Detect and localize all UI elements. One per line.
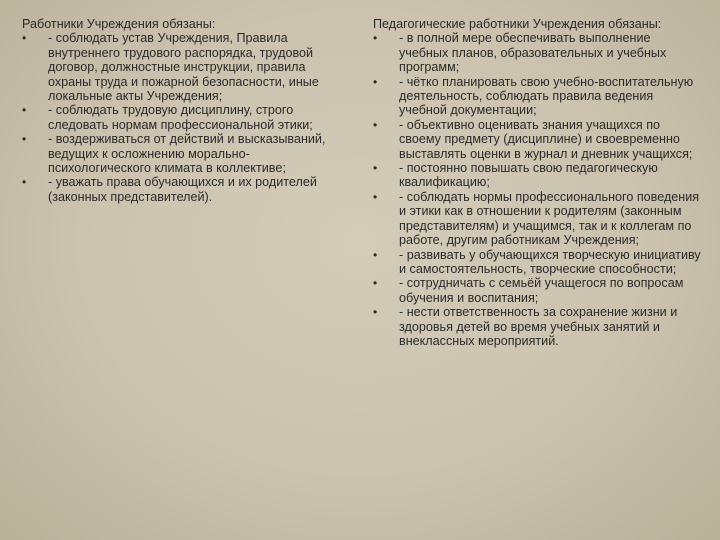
bullet-icon: • — [373, 74, 378, 89]
bullet-icon: • — [22, 175, 27, 190]
list-item — [22, 31, 344, 103]
list-item — [373, 75, 703, 118]
list-item-text: - чётко планировать свою учебно-воспитательную деятельность, соблюдать правила ведения учебной документации; — [399, 74, 694, 118]
list-item-text: - развивать у обучающихся творческую инициативу и самостоятельность, творческие способности; — [399, 247, 701, 276]
right-list — [373, 31, 703, 348]
left-heading: Работники Учреждения обязаны: — [22, 17, 216, 31]
list-item-text: - соблюдать устав Учреждения, Правила внутреннего трудового распорядка, трудовой договор, должностные инструкции, правила охраны труда и пожарной безопасности, иные локальные акты Учреждения; — [48, 31, 319, 104]
right-heading: Педагогические работники Учреждения обязаны: — [373, 17, 662, 31]
list-item — [22, 132, 344, 175]
bullet-icon: • — [373, 161, 378, 176]
list-item-text: - нести ответственность за сохранение жизни и здоровья детей во время учебных занятий и внеклассных мероприятий. — [399, 305, 678, 348]
list-item-text: - в полной мере обеспечивать выполнение учебных планов, образовательных и учебных программ; — [399, 31, 667, 75]
list-item-text: - постоянно повышать свою педагогическую квалификацию; — [399, 161, 658, 190]
bullet-icon: • — [22, 31, 27, 46]
bullet-icon: • — [22, 103, 27, 118]
left-column — [22, 17, 344, 204]
list-item — [373, 118, 703, 161]
list-item — [373, 161, 703, 190]
list-item — [22, 103, 344, 132]
right-column — [373, 17, 703, 348]
list-item-text: - объективно оценивать знания учащихся по своему предмету (дисциплине) и своевременно выставлять оценки в журнал и дневник учащихся; — [399, 117, 693, 161]
list-item — [373, 31, 703, 74]
bullet-icon: • — [373, 305, 378, 320]
bullet-icon: • — [373, 31, 378, 46]
bullet-icon: • — [373, 247, 378, 262]
list-item — [22, 175, 344, 204]
bullet-icon: • — [22, 132, 27, 147]
bullet-icon: • — [373, 276, 378, 291]
bullet-icon: • — [373, 189, 378, 204]
left-list — [22, 31, 344, 204]
list-item-text: - воздерживаться от действий и высказываний, ведущих к осложнению морально-психологического климата в коллективе; — [48, 132, 326, 176]
list-item — [373, 190, 703, 248]
list-item-text: - соблюдать трудовую дисциплину, строго следовать нормам профессиональной этики; — [48, 103, 313, 132]
bullet-icon: • — [373, 117, 378, 132]
list-item-text: - соблюдать нормы профессионального поведения и этики как в отношении к родителям (законным представителям) и учащимся, так и к коллегам по работе, другим работникам Учреждения; — [399, 189, 700, 248]
list-item — [373, 276, 703, 305]
list-item-text: - сотрудничать с семьёй учащегося по вопросам обучения и воспитания; — [399, 276, 684, 305]
list-item — [373, 248, 703, 277]
list-item-text: - уважать права обучающихся и их родителей (законных представителей). — [48, 175, 317, 204]
list-item — [373, 305, 703, 348]
